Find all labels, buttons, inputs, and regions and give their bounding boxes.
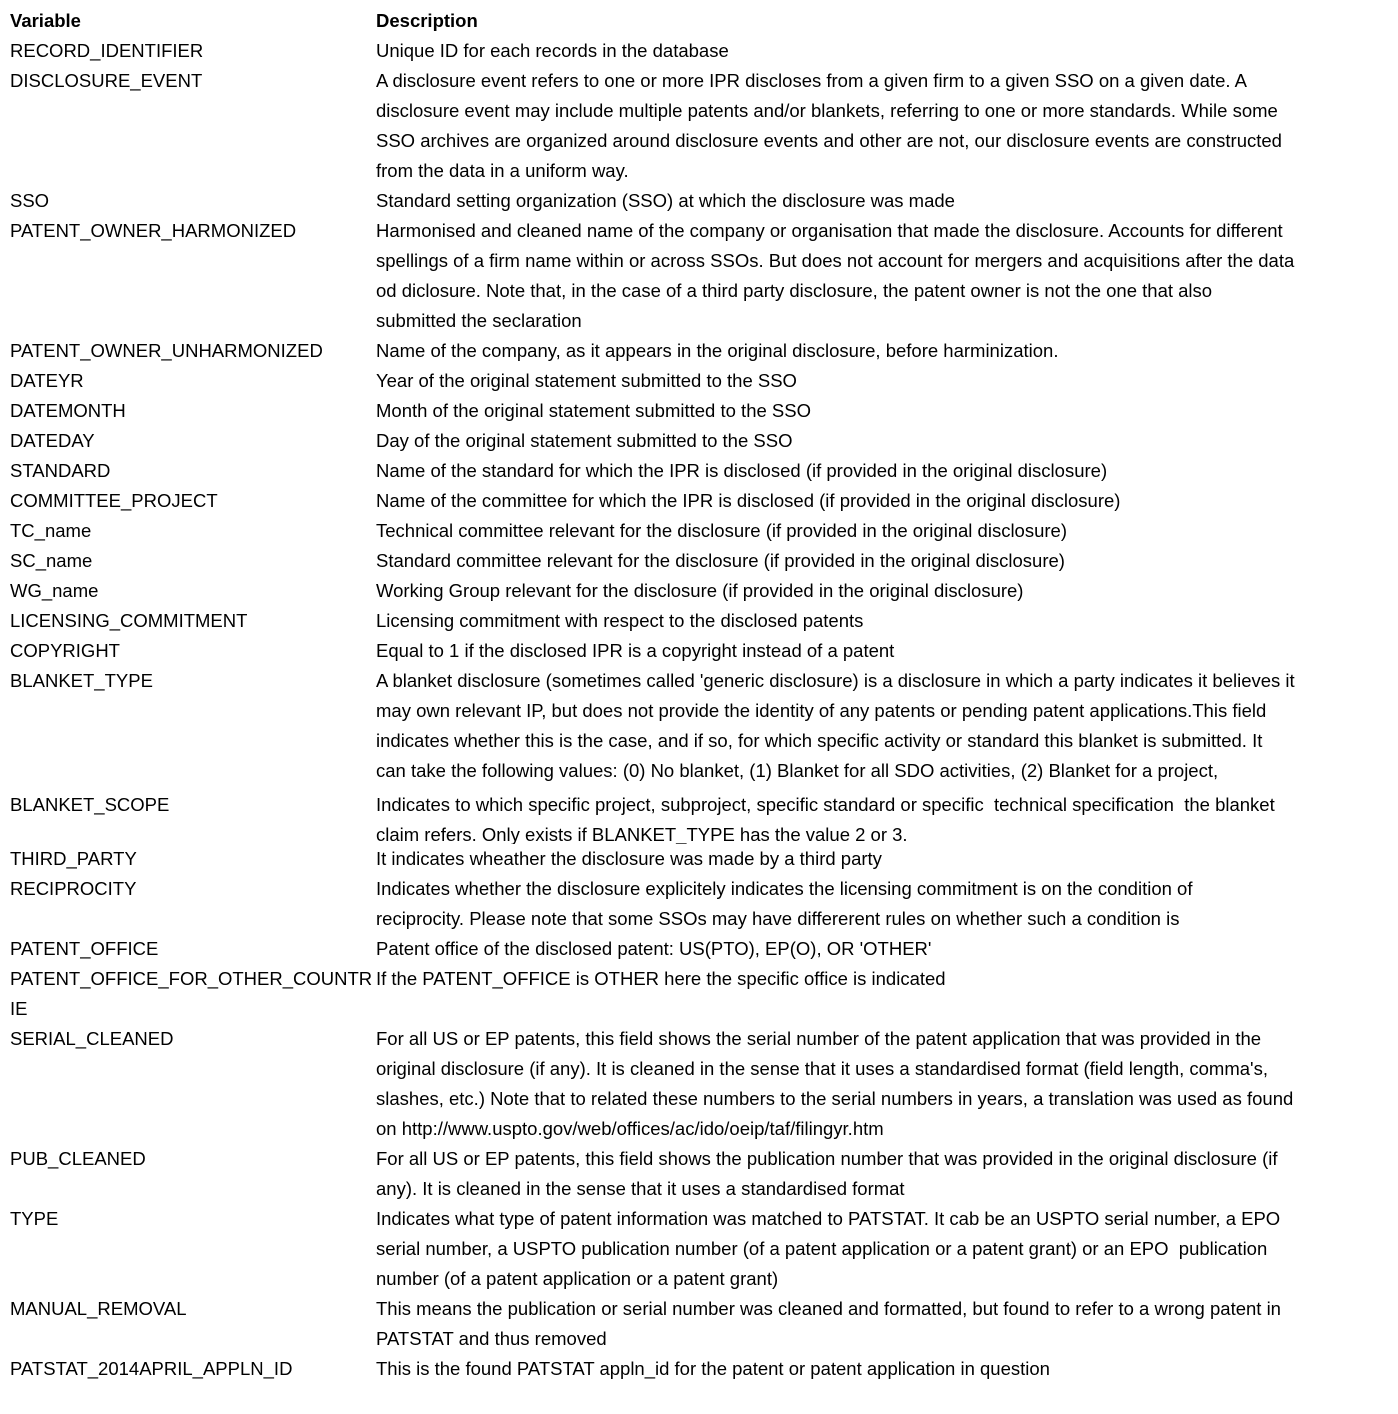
description-line: can take the following values: (0) No blanket, (1) Blanket for all SDO activities, (2) Blanket for a project,: [376, 760, 1219, 781]
description-line: Standard committee relevant for the disclosure (if provided in the original disclosure): [376, 550, 1065, 571]
description-line: any). It is cleaned in the sense that it uses a standardised format: [376, 1178, 905, 1199]
description-line: od diclosure. Note that, in the case of a third party disclosure, the patent owner is not the one that also: [376, 280, 1213, 301]
table-body: [10, 36, 1392, 1384]
table-row: [10, 36, 1392, 66]
description-cell: [376, 1024, 1392, 1144]
description-line: original disclosure (if any). It is cleaned in the sense that it uses a standardised format (field length, comma's,: [376, 1058, 1268, 1079]
table-row: [10, 874, 1392, 934]
variable-name-cell: TC_name: [10, 520, 92, 541]
variable-name-cell: STANDARD: [10, 460, 111, 481]
description-cell: [376, 546, 1392, 576]
variable-name-cell: PATENT_OWNER_UNHARMONIZED: [10, 340, 323, 361]
variable-name-cell: SSO: [10, 190, 50, 211]
description-line: For all US or EP patents, this field shows the serial number of the patent application that was provided in the: [376, 1028, 1262, 1049]
description-cell: [376, 636, 1392, 666]
variable-name-cell: COMMITTEE_PROJECT: [10, 490, 218, 511]
description-cell: [376, 486, 1392, 516]
table-row: [10, 516, 1392, 546]
description-cell: [376, 1294, 1392, 1354]
description-line: This means the publication or serial number was cleaned and formatted, but found to refer to a wrong patent in: [376, 1298, 1281, 1319]
description-line: Name of the standard for which the IPR is disclosed (if provided in the original disclosure): [376, 460, 1108, 481]
description-cell: [376, 934, 1392, 964]
table-row: [10, 934, 1392, 964]
variable-name-cell: THIRD_PARTY: [10, 848, 137, 869]
table-row: [10, 396, 1392, 426]
table-row: [10, 1204, 1392, 1294]
variable-name-cell: RECIPROCITY: [10, 878, 137, 899]
description-cell: [376, 844, 1392, 874]
variable-name-cell: MANUAL_REMOVAL: [10, 1298, 187, 1319]
description-line: Working Group relevant for the disclosure (if provided in the original disclosure): [376, 580, 1024, 601]
description-cell: [376, 964, 1392, 994]
description-line: It indicates wheather the disclosure was made by a third party: [376, 848, 882, 869]
variable-name-cell: PUB_CLEANED: [10, 1148, 146, 1169]
variable-name-cell: TYPE: [10, 1208, 59, 1229]
variable-name-cell: DISCLOSURE_EVENT: [10, 70, 203, 91]
table-row: [10, 964, 1392, 1024]
description-line: claim refers. Only exists if BLANKET_TYPE has the value 2 or 3.: [376, 824, 908, 844]
table-row: [10, 636, 1392, 666]
description-line: SSO archives are organized around disclosure events and other are not, our disclosure events are constructed: [376, 130, 1282, 151]
description-line: Harmonised and cleaned name of the company or organisation that made the disclosure. Accounts for different: [376, 220, 1283, 241]
description-cell: [376, 396, 1392, 426]
variable-name-cell: DATEYR: [10, 370, 84, 391]
table-row: [10, 1144, 1392, 1204]
table-row: [10, 66, 1392, 186]
description-line: spellings of a firm name within or across SSOs. But does not account for mergers and acquisitions after the data: [376, 250, 1295, 271]
description-cell: [376, 456, 1392, 486]
description-cell: [376, 1354, 1392, 1384]
description-line: Indicates to which specific project, subproject, specific standard or specific technical specification the blanket: [376, 794, 1275, 815]
description-line: A disclosure event refers to one or more IPR discloses from a given firm to a given SSO on a given date. A: [376, 70, 1247, 91]
description-cell: [376, 36, 1392, 66]
description-cell: [376, 606, 1392, 636]
table-row: [10, 216, 1392, 336]
description-cell: [376, 366, 1392, 396]
variable-name-cell: PATENT_OWNER_HARMONIZED: [10, 220, 297, 241]
variable-name-cell: SC_name: [10, 550, 93, 571]
description-line: Indicates what type of patent information was matched to PATSTAT. It cab be an USPTO serial number, a EPO: [376, 1208, 1281, 1229]
description-cell: [376, 516, 1392, 546]
variable-name-cell: WG_name: [10, 580, 99, 601]
description-line: PATSTAT and thus removed: [376, 1328, 607, 1349]
table-row: [10, 576, 1392, 606]
description-cell: [376, 66, 1392, 186]
variable-name-cell: COPYRIGHT: [10, 640, 120, 661]
description-line: Day of the original statement submitted to the SSO: [376, 430, 793, 451]
variable-name-cell: BLANKET_TYPE: [10, 670, 153, 691]
variable-name-cell: LICENSING_COMMITMENT: [10, 610, 248, 631]
table-row: [10, 666, 1392, 790]
variable-name-cell: PATENT_OFFICE_FOR_OTHER_COUNTR IE: [10, 968, 373, 1019]
table-row: [10, 546, 1392, 576]
table-row: [10, 456, 1392, 486]
description-line: Year of the original statement submitted to the SSO: [376, 370, 797, 391]
table-row: [10, 844, 1392, 874]
description-line: Equal to 1 if the disclosed IPR is a copyright instead of a patent: [376, 640, 895, 661]
table-row: [10, 1024, 1392, 1144]
description-line: Month of the original statement submitted to the SSO: [376, 400, 811, 421]
description-line: reciprocity. Please note that some SSOs may have differerent rules on whether such a condition is: [376, 908, 1180, 929]
column-header-variable: Variable: [10, 10, 81, 31]
table-row: [10, 1354, 1392, 1384]
description-line: Licensing commitment with respect to the disclosed patents: [376, 610, 864, 631]
description-line: indicates whether this is the case, and if so, for which specific activity or standard this blanket is submitted. It: [376, 730, 1263, 751]
variable-name-cell: PATSTAT_2014APRIL_APPLN_ID: [10, 1358, 293, 1379]
description-line: number (of a patent application or a patent grant): [376, 1268, 779, 1289]
description-line: slashes, etc.) Note that to related these numbers to the serial numbers in years, a translation was used as found: [376, 1088, 1294, 1109]
description-line: serial number, a USPTO publication number (of a patent application or a patent grant) or an EPO publication: [376, 1238, 1268, 1259]
description-line: Unique ID for each records in the database: [376, 40, 729, 61]
description-line: submitted the seclaration: [376, 310, 582, 331]
table-row: [10, 366, 1392, 396]
description-cell: [376, 1204, 1392, 1294]
description-line: Name of the company, as it appears in the original disclosure, before harminization.: [376, 340, 1059, 361]
variable-name-cell: DATEMONTH: [10, 400, 126, 421]
description-line: disclosure event may include multiple patents and/or blankets, referring to one or more standards. While some: [376, 100, 1278, 121]
description-cell: [376, 874, 1392, 934]
table-row: [10, 1294, 1392, 1354]
variable-table: [10, 6, 1392, 1384]
description-cell: [376, 666, 1392, 790]
description-line: Indicates whether the disclosure explicitely indicates the licensing commitment is on the condition of: [376, 878, 1193, 899]
description-cell: [376, 426, 1392, 456]
description-line: For all US or EP patents, this field shows the publication number that was provided in the original disclosure (if: [376, 1148, 1278, 1169]
description-cell: [376, 1144, 1392, 1204]
description-line: on http://www.uspto.gov/web/offices/ac/ido/oeip/taf/filingyr.htm: [376, 1118, 884, 1139]
variable-name-cell: PATENT_OFFICE: [10, 938, 159, 959]
description-line: Standard setting organization (SSO) at which the disclosure was made: [376, 190, 955, 211]
description-line: This is the found PATSTAT appln_id for the patent or patent application in question: [376, 1358, 1050, 1379]
description-cell: [376, 186, 1392, 216]
variable-name-cell: SERIAL_CLEANED: [10, 1028, 174, 1049]
table-row: [10, 426, 1392, 456]
description-cell: [376, 790, 1392, 844]
description-line: Patent office of the disclosed patent: US(PTO), EP(O), OR 'OTHER': [376, 938, 932, 959]
variable-name-cell: DATEDAY: [10, 430, 95, 451]
description-line: A blanket disclosure (sometimes called 'generic disclosure) is a disclosure in which a party indicates it believes it: [376, 670, 1295, 691]
description-line: may own relevant IP, but does not provide the identity of any patents or pending patent applications.This field: [376, 700, 1267, 721]
description-line: If the PATENT_OFFICE is OTHER here the specific office is indicated: [376, 968, 946, 989]
variable-name-cell: BLANKET_SCOPE: [10, 794, 170, 815]
table-row: [10, 186, 1392, 216]
table-row: [10, 606, 1392, 636]
variable-name-cell: RECORD_IDENTIFIER: [10, 40, 204, 61]
description-cell: [376, 576, 1392, 606]
description-line: from the data in a uniform way.: [376, 160, 629, 181]
table-row: [10, 336, 1392, 366]
table-row: [10, 790, 1392, 844]
description-line: Name of the committee for which the IPR is disclosed (if provided in the original disclosure): [376, 490, 1121, 511]
description-line: Technical committee relevant for the disclosure (if provided in the original disclosure): [376, 520, 1067, 541]
table-header-row: [10, 6, 1392, 36]
description-cell: [376, 216, 1392, 336]
description-cell: [376, 336, 1392, 366]
column-header-description: Description: [376, 10, 478, 31]
table-row: [10, 486, 1392, 516]
